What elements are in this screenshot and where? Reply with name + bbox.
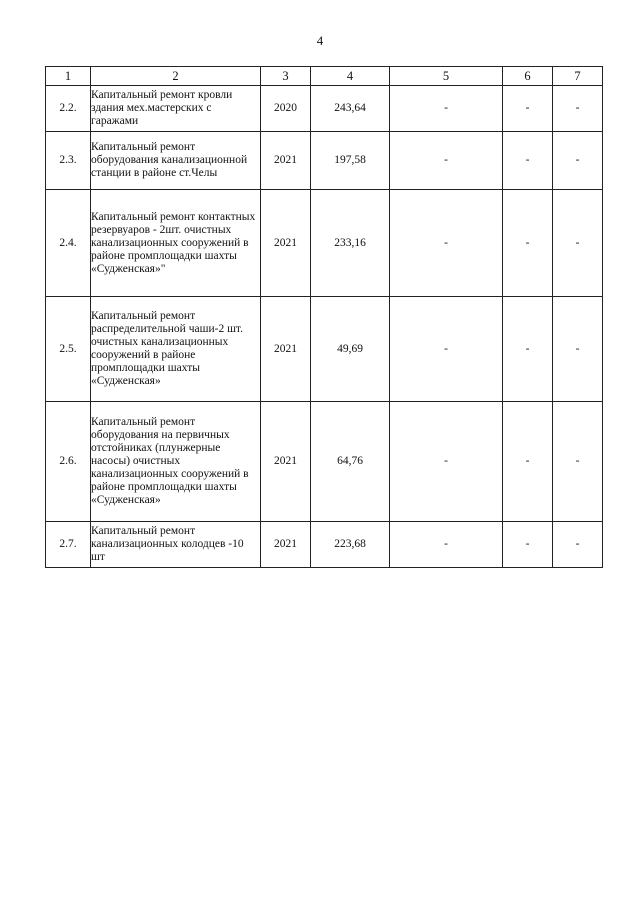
table-row bbox=[46, 402, 603, 522]
col5-value: - bbox=[390, 86, 503, 132]
table-row bbox=[46, 86, 603, 132]
table-row bbox=[46, 190, 603, 297]
col7-value: - bbox=[553, 402, 603, 522]
col5-value: - bbox=[390, 190, 503, 297]
work-description: Капитальный ремонт оборудования на первичных отстойниках (плунжерные насосы) очистных канализационных сооружений в районе промплощадки шахты «Судженская» bbox=[91, 402, 261, 522]
work-description: Капитальный ремонт контактных резервуаров - 2шт. очистных канализационных сооружений в районе промплощадки шахты «Судженская»" bbox=[91, 190, 261, 297]
col5-value: - bbox=[390, 297, 503, 402]
col-header-6: 6 bbox=[503, 67, 553, 86]
col6-value: - bbox=[503, 402, 553, 522]
work-year: 2020 bbox=[261, 86, 311, 132]
row-number: 2.4. bbox=[46, 190, 91, 297]
work-cost: 64,76 bbox=[311, 402, 390, 522]
col-header-5: 5 bbox=[390, 67, 503, 86]
col6-value: - bbox=[503, 297, 553, 402]
work-cost: 49,69 bbox=[311, 297, 390, 402]
col-header-3: 3 bbox=[261, 67, 311, 86]
work-description: Капитальный ремонт канализационных колодцев -10 шт bbox=[91, 522, 261, 568]
work-cost: 233,16 bbox=[311, 190, 390, 297]
row-number: 2.7. bbox=[46, 522, 91, 568]
row-number: 2.2. bbox=[46, 86, 91, 132]
col7-value: - bbox=[553, 132, 603, 190]
works-table bbox=[45, 66, 603, 568]
work-year: 2021 bbox=[261, 132, 311, 190]
col6-value: - bbox=[503, 132, 553, 190]
work-year: 2021 bbox=[261, 297, 311, 402]
work-description: Капитальный ремонт распределительной чаши-2 шт. очистных канализационных сооружений в районе промплощадки шахты «Судженская» bbox=[91, 297, 261, 402]
row-number: 2.5. bbox=[46, 297, 91, 402]
col5-value: - bbox=[390, 132, 503, 190]
col7-value: - bbox=[553, 86, 603, 132]
col7-value: - bbox=[553, 190, 603, 297]
row-number: 2.3. bbox=[46, 132, 91, 190]
page-number: 4 bbox=[316, 33, 324, 48]
table-row bbox=[46, 522, 603, 568]
col-header-7: 7 bbox=[553, 67, 603, 86]
col-header-4: 4 bbox=[311, 67, 390, 86]
work-cost: 223,68 bbox=[311, 522, 390, 568]
table-row bbox=[46, 132, 603, 190]
table-row bbox=[46, 297, 603, 402]
work-year: 2021 bbox=[261, 522, 311, 568]
work-cost: 243,64 bbox=[311, 86, 390, 132]
work-cost: 197,58 bbox=[311, 132, 390, 190]
col6-value: - bbox=[503, 190, 553, 297]
col6-value: - bbox=[503, 522, 553, 568]
col7-value: - bbox=[553, 522, 603, 568]
work-year: 2021 bbox=[261, 402, 311, 522]
work-description: Капитальный ремонт оборудования канализационной станции в районе ст.Челы bbox=[91, 132, 261, 190]
col6-value: - bbox=[503, 86, 553, 132]
col7-value: - bbox=[553, 297, 603, 402]
work-year: 2021 bbox=[261, 190, 311, 297]
header-row bbox=[46, 67, 603, 86]
row-number: 2.6. bbox=[46, 402, 91, 522]
col-header-2: 2 bbox=[91, 67, 261, 86]
col5-value: - bbox=[390, 522, 503, 568]
col-header-1: 1 bbox=[46, 67, 91, 86]
col5-value: - bbox=[390, 402, 503, 522]
work-description: Капитальный ремонт кровли здания мех.мастерских с гаражами bbox=[91, 86, 261, 132]
